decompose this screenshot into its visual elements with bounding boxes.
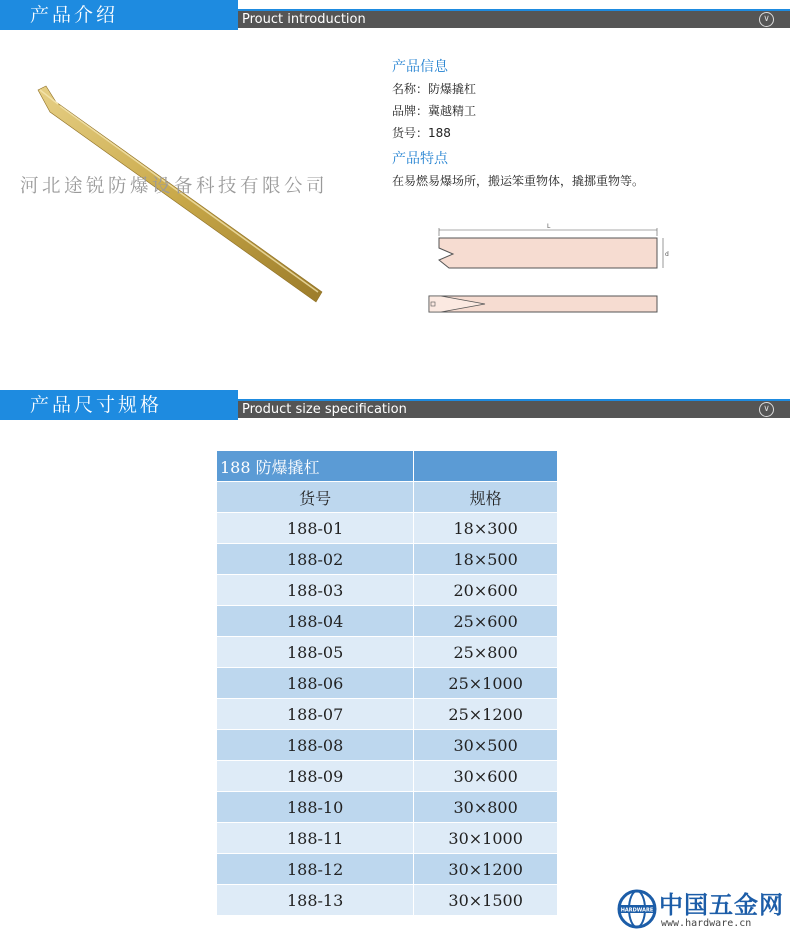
item-cell: 188-01 (217, 513, 414, 544)
column-header-item: 货号 (217, 482, 414, 513)
table-caption-row (217, 451, 558, 482)
item-cell: 188-04 (217, 606, 414, 637)
item-cell: 188-03 (217, 575, 414, 606)
feature-text: 在易燃易爆场所，搬运笨重物体，撬挪重物等。 (392, 174, 645, 188)
table-row (217, 513, 558, 544)
item-cell: 188-11 (217, 823, 414, 854)
crowbar-diagram (425, 218, 680, 328)
table-row (217, 854, 558, 885)
spec-header (0, 390, 790, 420)
item-cell: 188-05 (217, 637, 414, 668)
spec-cell: 30×600 (414, 761, 558, 792)
watermark-text: 河北途锐防爆设备科技有限公司 (20, 176, 329, 197)
intro-subtitle: Prouct introduction (242, 12, 366, 27)
logo-badge-text: HARDWARE (620, 907, 654, 914)
table-header-row (217, 482, 558, 513)
globe-icon (617, 888, 657, 930)
item-cell: 188-06 (217, 668, 414, 699)
item-cell: 188-09 (217, 761, 414, 792)
logo-url: www.hardware.cn (661, 918, 752, 929)
intro-subtitle-bar (238, 9, 790, 28)
spec-cell: 30×800 (414, 792, 558, 823)
item-cell: 188-13 (217, 885, 414, 916)
table-row (217, 637, 558, 668)
spec-cell: 25×1200 (414, 699, 558, 730)
spec-cell: 18×300 (414, 513, 558, 544)
spec-title: 产品尺寸规格 (0, 390, 238, 420)
diameter-label: d (665, 251, 669, 258)
chevron-down-icon[interactable]: ∨ (759, 12, 774, 27)
crowbar-image (0, 40, 370, 370)
table-caption: 188 防爆撬杠 (217, 451, 414, 482)
table-row (217, 606, 558, 637)
info-heading: 产品信息 (392, 59, 448, 75)
spec-cell: 30×1500 (414, 885, 558, 916)
spec-cell: 30×1000 (414, 823, 558, 854)
spec-subtitle: Product size specification (242, 402, 407, 417)
table-row (217, 885, 558, 916)
logo-name: 中国五金网 (659, 891, 784, 919)
feature-heading: 产品特点 (392, 151, 448, 167)
chevron-down-icon[interactable]: ∨ (759, 402, 774, 417)
intro-header (0, 0, 790, 30)
item-cell: 188-02 (217, 544, 414, 575)
length-label: L (547, 223, 551, 230)
item-cell: 188-10 (217, 792, 414, 823)
info-item-number: 货号：188 (392, 126, 451, 140)
spec-table (216, 450, 558, 916)
spec-cell: 25×600 (414, 606, 558, 637)
spec-cell: 25×1000 (414, 668, 558, 699)
table-row (217, 823, 558, 854)
table-row (217, 544, 558, 575)
item-cell: 188-08 (217, 730, 414, 761)
info-brand: 品牌：冀越精工 (392, 104, 477, 118)
product-image (0, 40, 370, 370)
table-row (217, 730, 558, 761)
spec-subtitle-bar (238, 399, 790, 418)
product-info (392, 56, 772, 192)
spec-cell: 18×500 (414, 544, 558, 575)
table-row (217, 761, 558, 792)
spec-cell: 25×800 (414, 637, 558, 668)
table-row (217, 668, 558, 699)
table-row (217, 792, 558, 823)
spec-cell: 30×500 (414, 730, 558, 761)
table-row (217, 699, 558, 730)
spec-cell: 30×1200 (414, 854, 558, 885)
technical-diagram (425, 218, 680, 328)
item-cell: 188-12 (217, 854, 414, 885)
column-header-spec: 规格 (414, 482, 558, 513)
hardware-logo[interactable] (617, 888, 787, 936)
intro-title: 产品介绍 (0, 0, 238, 30)
spec-cell: 20×600 (414, 575, 558, 606)
item-cell: 188-07 (217, 699, 414, 730)
table-row (217, 575, 558, 606)
info-name: 名称：防爆撬杠 (392, 82, 477, 96)
